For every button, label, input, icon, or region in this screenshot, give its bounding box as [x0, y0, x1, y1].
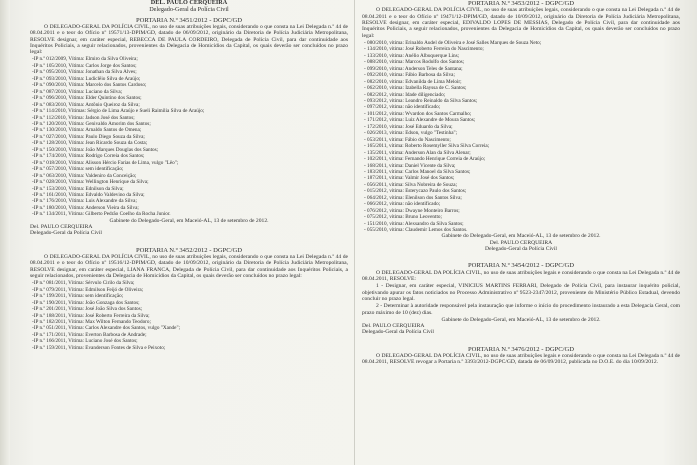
portaria-3451-signature-role: Delegado-Geral da Polícia Civil — [30, 230, 102, 237]
list-item: - 064/2012, vítima: Elenilson dos Santos Silva; — [364, 194, 462, 201]
list-item: -IP n.º 057/2010, Vítima: sem identificação; — [32, 166, 124, 173]
list-item: -IP n.º 182/2011, Vítima: Max Wilton Fernando Teodoro; — [32, 319, 151, 326]
list-item: - 053/2011, vítima: Fábio do Nascimento; — [364, 136, 451, 143]
portaria-3451-entries — [30, 56, 348, 217]
list-item: -IP n.º 028/2010, Vítima: Wellington Henrique da Silva; — [32, 179, 149, 186]
list-item: - 183/2011, vítima: Carlos Manoel da Silva Santos; — [364, 168, 471, 175]
list-item: -IP n.º 134/2011, Vítima: Gilberto Pedrão Coelho da Rocha Junior. — [32, 211, 171, 218]
list-item: -IP n.º 063/2010, Vítima: Valdeniro da Conceição; — [32, 172, 137, 179]
list-item: - 082/2012, vítima: Idade diligenciado; — [364, 91, 446, 98]
list-item: -IP n.º 190/2011, Vítima: João Gonzaga dos Santos; — [32, 299, 140, 306]
list-item: - 093/2012, vítima: Leandro Reinaldo da Silva Santos; — [364, 97, 478, 104]
list-item: - 062/2010, vítima: Izabella Rayssa de C. Santos; — [364, 85, 467, 92]
list-item: -IP n.º 150/2010, Vítima: João Marques Douglas dos Santos; — [32, 146, 159, 153]
list-item: - 102/2011, vítima: Fernando Henrique Correia de Araújo; — [364, 156, 486, 163]
top-header-name: DEL. PAULO CERQUEIRA — [150, 0, 228, 6]
list-item: -IP n.º 105/2010, Vítima: Carlos Jorge dos Santos; — [32, 62, 137, 69]
list-item: -IP n.º 161/2010, Vítima: Edvaldo Valdevino da Silva; — [32, 192, 145, 198]
list-item: - 168/2011, vítima: Daniel Vicente da Silva; — [364, 162, 456, 169]
list-item: -IP n.º 079/2011, Vítima: Edmilson Feijó de Oliveira; — [32, 286, 144, 293]
portaria-3451-signature-name: Del. PAULO CERQUEIRA — [30, 224, 93, 231]
portaria-3451-closing: Gabinete do Delegado-Geral, em Maceió-AL, 13 de setembro de 2012. — [109, 217, 269, 224]
portaria-3452-paragraph: O DELEGADO-GERAL DA POLÍCIA CIVIL, no uso de suas atribuições legais, considerando o que consta na Lei Delegada n.º 44 de 08.04.2011 e o teor do Ofício nº 19516/12-DPIM/GD, datado de 10/09/2012, originário da Diretoria de Polícia Judiciária Metropolitana, RESOLVE designar, em caráter especial, LIANA FRANCA, Delegada de Polícia Civil, para dar continuidade aos Inquéritos Policiais, a seguir relacionados, provenientes da Delegacia de Homicídios da Capital, os quais deverão ser concluídos no prazo legal: — [30, 254, 348, 279]
top-header-role: Delegado-Geral da Polícia Civil — [149, 5, 229, 13]
list-item: - 080/2010, vítima: Erinaldo Audel de Oliveira e José Salles Marques de Souza Neto; — [364, 39, 542, 46]
list-item: - 134/2010, vítima: José Roberto Ferreira do Nascimento; — [364, 46, 484, 53]
list-item: -IP n.º 114/2010, Vítimas: Sérgio de Lima Araújo e Sueli Raimilia Silva de Araújo; — [32, 108, 205, 115]
portaria-3452-title: PORTARIA N.º 3452/2012 - DGPC/GD — [135, 246, 243, 254]
portaria-3451-title: PORTARIA N.º 3451/2012 - DGPC/GD — [135, 16, 243, 24]
right-column — [362, 0, 680, 465]
portaria-3454-closing: Gabinete do Delegado-Geral, em Maceió-AL, 13 de setembro de 2012. — [441, 316, 601, 323]
list-item: - 055/2010, vítima: Claudemir Lemos dos Santos. — [364, 227, 468, 234]
list-item: -IP n.º 171/2011, Vítima: Everton Barbosa de Andrade; — [32, 331, 147, 338]
portaria-3451-paragraph: O DELEGADO-GERAL DA POLÍCIA CIVIL, no uso de suas atribuições legais, considerando o que consta na Lei Delegada n.º 44 de 08.04.2011 e o teor do Ofício nº 19571/13-DPIM/GD, datado de 06/09/2012, originário da Diretoria de Polícia Judiciária Metropolitana, RESOLVE designar, em caráter especial, REBECCA DE PAULA CORDEIRO, Delegada de Polícia Civil, para dar continuidade aos Inquéritos Policiais, a seguir relacionados, provenientes da Delegacia de Homicídios da Capital, os quais deverão ser concluídos no prazo legal: — [30, 24, 348, 56]
list-item: -IP n.º 153/2010, Vítima: Ednilson da Silva; — [32, 185, 124, 192]
portaria-3454-signature-role: Delegado-Geral da Polícia Civil — [362, 329, 434, 336]
list-item: - 097/2012, vítima: não identificado; — [364, 104, 441, 111]
list-item: - 187/2011, vítima: Valmir José dos Santos; — [364, 175, 455, 182]
portaria-3454-paragraph: O DELEGADO-GERAL DA POLÍCIA CIVIL, no uso de suas atribuições legais e considerando o que consta na Lei Delegada n.º 44 de 08.04.2011, RESOLVE: — [362, 269, 680, 283]
list-item: - 026/2013, vítima: Edson, vulgo "Testinha"; — [364, 130, 458, 137]
list-item: - 165/2011, vítima: Roberto Rosemyller Silva Silva Correia; — [364, 143, 490, 150]
portaria-3452-entries — [30, 280, 348, 351]
list-item: -IP n.º 012/2009, Vítima: Elmiro da Silva Oliveira; — [32, 56, 138, 63]
portaria-3454-signature-name: Del. PAULO CERQUEIRA — [362, 323, 425, 330]
list-item: -IP n.º 166/2011, Vítima: Luciano José dos Santos; — [32, 338, 138, 345]
list-item: -IP n.º 081/2011, Vítima: Sérvulo Cirilo da Silva; — [32, 280, 135, 287]
column-divider — [354, 0, 355, 465]
list-item: -IP n.º 018/2010, Vítima: Alisson Hércio Farias de Lima, vulgo "Lêo"; — [32, 159, 179, 166]
list-item: - 075/2012, vítima: Bruno Leoventto; — [364, 214, 442, 221]
list-item: - 151/2010, vítima: Alexsandro da Silva Santos; — [364, 220, 464, 227]
list-item: -IP n.º 176/2010, Vítima: Luis Alexandre da Silva; — [32, 198, 137, 205]
list-item: -IP n.º 090/2010, Vítima: Marcelo dos Santos Cardoso; — [32, 82, 147, 89]
list-item: -IP n.º 087/2010, Vítima: Luciano da Silva; — [32, 88, 123, 95]
list-item: - 088/2010, vítima: Marcos Rodolfo dos Santos; — [364, 59, 465, 66]
list-item: -IP n.º 128/2010, Vítima: Jean Ricardo Souza da Costa; — [32, 140, 148, 147]
list-item: -IP n.º 027/2010, Vítima: Paulo Diego Souza da Silva; — [32, 133, 145, 140]
list-item: -IP n.º 199/2011, Vítima: sem identificação; — [32, 293, 124, 300]
portaria-3453-closing: Gabinete do Delegado-Geral, em Maceió-AL, 13 de setembro de 2012. — [441, 233, 601, 240]
portaria-3453-entries — [362, 40, 680, 234]
list-item: -IP n.º 083/2010, Vítima: Antônio Queiroz da Silva; — [32, 101, 140, 108]
list-item: -IP n.º 112/2010, Vítima: Jadson José dos Santos; — [32, 114, 135, 121]
portaria-3453-signature-name: Del. PAULO CERQUEIRA — [489, 239, 553, 246]
portaria-3476-title: PORTARIA N.º 3476/2012 - DGPC/GD — [467, 345, 575, 353]
portaria-3453-signature-role: Delegado-Geral da Polícia Civil — [485, 246, 557, 253]
left-column — [30, 0, 348, 465]
list-item: - 015/2012, vítima: Esterycazo Paulo dos Santos; — [364, 188, 467, 195]
list-item: -IP n.º 120/2010, Vítima: Genivaldo Amorim dos Santos; — [32, 121, 151, 128]
portaria-3453-paragraph: O DELEGADO-GERAL DA POLÍCIA CIVIL, no uso de suas atribuições legais, considerando o que consta na Lei Delegada n.º 44 de 08.04.2011 e o teor do Ofício nº 19471/12-DPIM/GD, datado de 10/09/2012, originário da Diretoria de Polícia Judiciária Metropolitana, RESOLVE designar, em caráter especial, EDIVALDO LOPES DE MESSIAS, Delegado de Polícia Civil, para dar continuidade aos Inquéritos Policiais, a seguir relacionados, provenientes da Delegacia de Homicídios da Capital, os quais deverão ser concluídos no prazo legal: — [362, 7, 680, 39]
list-item: -IP n.º 130/2010, Vítima: Arnaldo Santos de Omena; — [32, 127, 142, 134]
list-item: - 056/2011, vítima: Silva Nobreira de Souza; — [364, 181, 458, 188]
list-item: -IP n.º 093/2010, Vítima: Ludiclêio Silva de Araújo; — [32, 75, 141, 82]
list-item: - 082/2010, vítima: Edvanilda de Lima Meloir; — [364, 78, 462, 85]
list-item: -IP n.º 201/2011, Vítima: José João Silva dos Santos; — [32, 306, 143, 313]
list-item: - 076/2012, vítima: Dwayne Monteiro Barros; — [364, 207, 460, 214]
page-edge-shadow — [0, 0, 10, 465]
list-item: - 099/2010, vítima: Anderson Teles de Santana; — [364, 65, 463, 72]
portaria-3454-item-1: 1 - Designar, em caráter especial, VINICIUS MARTINS FERRARI, Delegado de Polícia Civil, para instaurar inquérito policial, objetivando apurar os fatos noticiados no Processo Administrativo nº 9523-2347/2012, proveniente do Ministério Público Estadual, devendo concluir no prazo legal. — [362, 283, 680, 302]
list-item: -IP n.º 095/2010, Vítima: Jonathan da Silva Alves; — [32, 69, 137, 76]
list-item: - 135/2011, vítima: Anderson Alan da Silva Alenar; — [364, 149, 471, 156]
portaria-3453-title: PORTARIA N.º 3453/2012 - DGPC/GD — [467, 0, 575, 7]
list-item: -IP n.º 180/2010, Vítima: Anderson Vieira da Silva; — [32, 204, 139, 211]
list-item: -IP n.º 188/2011, Vítima: José Roberto Ferreira da Silva; — [32, 312, 150, 319]
portaria-3476-paragraph: O DELEGADO-GERAL DA POLÍCIA CIVIL, no uso de suas atribuições legais e considerando o que consta na Lei Delegada n.º 44 de 08.04.2011, RESOLVE revogar a Portaria n.º 3393/2012-DGPC/GD, datada de 06/09/2012, publicada no D.O.E. do dia 10/09/2012. — [362, 353, 680, 366]
list-item: -IP n.º 096/2010, Vítima: Elder Quintino dos Santos; — [32, 95, 142, 102]
list-item: -IP n.º 174/2010, Vítima: Rodrigo Correia dos Santos; — [32, 153, 145, 160]
portaria-3454-title: PORTARIA N.º 3454/2012 - DGPC/GD — [467, 262, 575, 270]
list-item: - 092/2010, vítima: Fábio Barbosa da Silva; — [364, 72, 455, 79]
list-item: -IP n.º 051/2011, Vítima: Carlos Alexandre dos Santos, vulgo "Xande"; — [32, 325, 181, 332]
list-item: - 066/2012, vítima: não identificado; — [364, 201, 441, 208]
list-item: -IP n.º 159/2011, Vítima: Evanderson Fontes de Silva e Peixoto; — [32, 344, 166, 351]
list-item: - 172/2010, vítima: José Eduardo da Silva; — [364, 123, 453, 130]
list-item: - 133/2010, vítima: Anélio Albuquerque Lins; — [364, 52, 460, 59]
portaria-3454-item-2: 2 - Determinar à autoridade responsável pela instauração que informe o início do procedimento instaurado a esta Delegacia Geral, com prazo máximo de 10 (dez) dias. — [362, 303, 680, 316]
list-item: - 101/2012, vítima: Wvardon dos Santos Carmalho; — [364, 110, 472, 117]
list-item: - 171/2012, vítima: Luiz Alexandre de Moura Santos; — [364, 117, 476, 124]
